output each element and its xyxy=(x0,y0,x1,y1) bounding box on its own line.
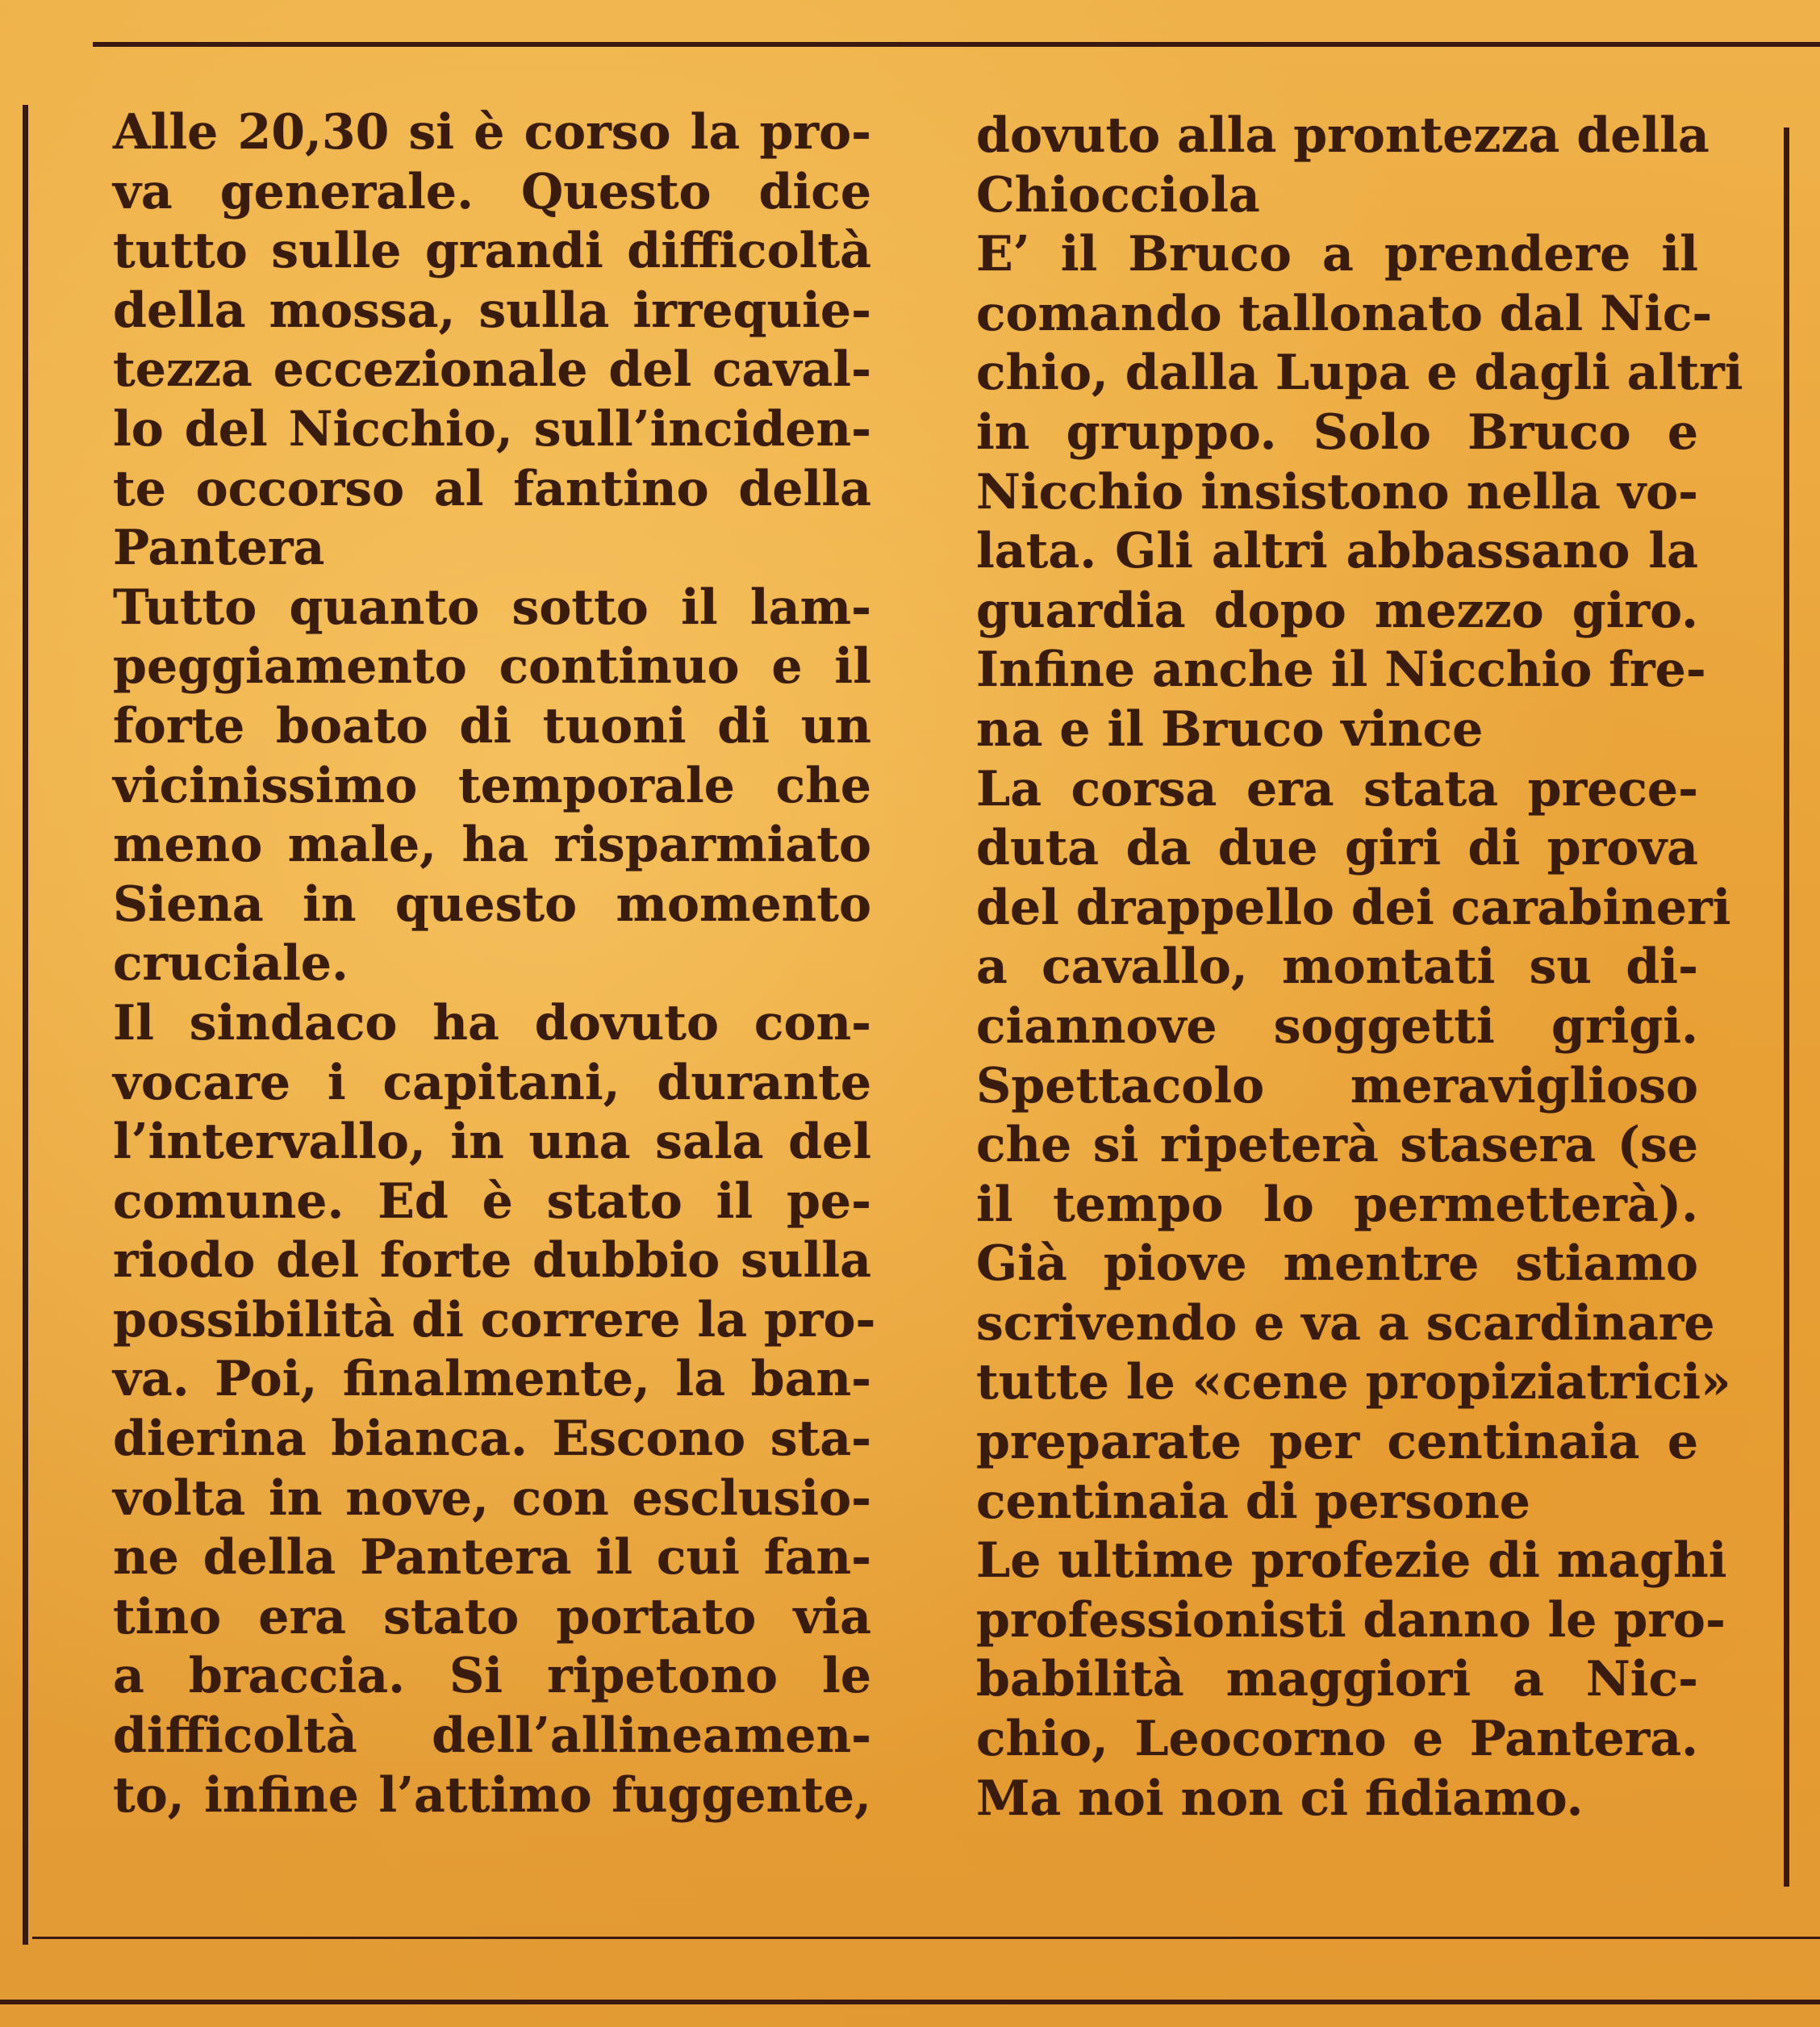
article-line: babilità maggiori a Nic- xyxy=(976,1651,1698,1708)
article-line: te occorso al fantino della xyxy=(113,460,871,517)
article-line: a cavallo, montati su di- xyxy=(976,938,1698,996)
article-line: lo del Nicchio, sull’inciden- xyxy=(113,400,871,458)
top-border-rule xyxy=(93,42,1820,47)
article-right-column xyxy=(976,107,1743,1828)
article-line: forte boato di tuoni di un xyxy=(113,697,871,754)
article-line: professionisti danno le pro- xyxy=(976,1591,1726,1649)
article-line: vocare i capitani, durante xyxy=(113,1054,871,1111)
article-line: Il sindaco ha dovuto con- xyxy=(113,994,871,1051)
article-line: lata. Gli altri abbassano la xyxy=(976,523,1698,580)
article-line: centinaia di persone xyxy=(976,1473,1530,1530)
article-line: duta da due giri di prova xyxy=(976,820,1698,877)
article-line: a braccia. Si ripetono le xyxy=(113,1648,871,1705)
article-left-column xyxy=(113,103,876,1825)
article-line: Già piove mentre stiamo xyxy=(976,1235,1698,1293)
article-line: in gruppo. Solo Bruco e xyxy=(976,403,1698,461)
left-border-rule xyxy=(23,105,28,1945)
article-line: comune. Ed è stato il pe- xyxy=(113,1172,871,1230)
article-line: guardia dopo mezzo giro. xyxy=(976,582,1698,639)
article-line: na e il Bruco vince xyxy=(976,700,1484,758)
article-line: della mossa, sulla irrequie- xyxy=(113,282,871,339)
article-line: Spettacolo meraviglioso xyxy=(976,1057,1698,1114)
article-line: cruciale. xyxy=(113,935,349,993)
article-line: Pantera xyxy=(113,520,325,577)
article-line: dierina bianca. Escono sta- xyxy=(113,1411,871,1468)
article-line: che si ripeterà stasera (se xyxy=(976,1117,1698,1174)
article-line: del drappello dei carabineri xyxy=(976,879,1731,936)
article-line: Ma noi non ci fidiamo. xyxy=(976,1770,1584,1827)
article-line: difficoltà dell’allineamen- xyxy=(113,1707,871,1765)
right-border-rule xyxy=(1784,127,1789,1887)
bottom-border-rule xyxy=(0,2000,1820,2004)
article-line: va generale. Questo dice xyxy=(113,163,871,220)
article-line: Infine anche il Nicchio fre- xyxy=(976,642,1706,699)
article-line: to, infine l’attimo fuggente, xyxy=(113,1766,871,1824)
article-line: Tutto quanto sotto il lam- xyxy=(113,579,871,636)
article-line: chio, dalla Lupa e dagli altri xyxy=(976,345,1743,402)
article-line: tezza eccezionale del caval- xyxy=(113,341,871,399)
article-line: E’ il Bruco a prendere il xyxy=(976,226,1698,283)
article-line: vicinissimo temporale che xyxy=(113,757,871,814)
article-line: va. Poi, finalmente, la ban- xyxy=(113,1351,871,1408)
article-line: Alle 20,30 si è corso la pro- xyxy=(113,104,871,161)
article-line: Siena in questo momento xyxy=(113,876,871,933)
article-line: dovuto alla prontezza della xyxy=(976,107,1709,164)
article-line: scrivendo e va a scardinare xyxy=(976,1294,1715,1352)
article-line: tutte le «cene propiziatrici» xyxy=(976,1354,1731,1411)
article-line: il tempo lo permetterà). xyxy=(976,1176,1698,1233)
article-line: l’intervallo, in una sala del xyxy=(113,1114,871,1171)
article-line: Nicchio insistono nella vo- xyxy=(976,463,1698,520)
article-line: tino era stato portato via xyxy=(113,1588,871,1645)
article-line: Le ultime profezie di maghi xyxy=(976,1532,1727,1590)
article-line: volta in nove, con esclusio- xyxy=(113,1469,871,1527)
bottom-inner-rule xyxy=(32,1937,1820,1939)
article-line: preparate per centinaia e xyxy=(976,1414,1698,1471)
article-line: ciannove soggetti grigi. xyxy=(976,997,1698,1055)
article-line: ne della Pantera il cui fan- xyxy=(113,1529,871,1586)
article-line: riodo del forte dubbio sulla xyxy=(113,1232,871,1289)
article-line: comando tallonato dal Nic- xyxy=(976,285,1713,342)
article-line: peggiamento continuo e il xyxy=(113,638,871,696)
article-line: La corsa era stata prece- xyxy=(976,760,1698,817)
article-line: Chiocciola xyxy=(976,166,1260,224)
article-line: meno male, ha risparmiato xyxy=(113,817,871,874)
article-line: chio, Leocorno e Pantera. xyxy=(976,1711,1698,1768)
article-line: possibilità di correre la pro- xyxy=(113,1291,876,1348)
article-line: tutto sulle grandi difficoltà xyxy=(113,223,871,280)
